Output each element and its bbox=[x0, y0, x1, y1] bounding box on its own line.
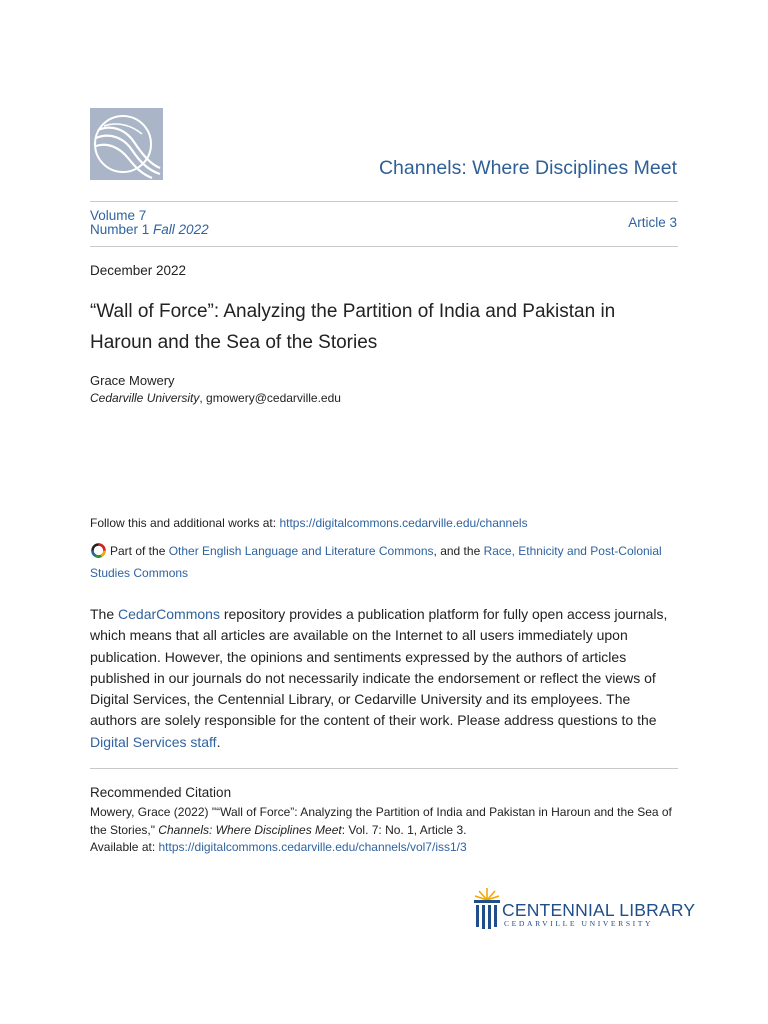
follow-line bbox=[90, 516, 528, 530]
follow-url-link[interactable]: https://digitalcommons.cedarville.edu/channels bbox=[279, 516, 528, 530]
citation-block bbox=[90, 804, 680, 857]
season-label[interactable]: Fall 2022 bbox=[153, 222, 209, 237]
number-link[interactable]: Number 1 bbox=[90, 222, 150, 237]
publication-date: December 2022 bbox=[90, 263, 187, 278]
citation-text-1: Mowery, Grace (2022) "“Wall of Force”: Analyzing the Partition of India and Pakistan in Haroun and the Sea of the Stories," bbox=[90, 805, 672, 837]
author-name: Grace Mowery bbox=[90, 373, 175, 388]
library-name: CENTENNIAL LIBRARY bbox=[502, 900, 696, 920]
citation-journal: Channels: Where Disciplines Meet bbox=[158, 822, 342, 837]
article-title: “Wall of Force”: Analyzing the Partition of India and Pakistan in Haroun and the Sea of the Stories bbox=[90, 301, 616, 353]
repository-disclaimer bbox=[90, 604, 680, 753]
commons-link-race-ethnicity[interactable]: Race, Ethnicity and Post-Colonial Studies Commons bbox=[90, 544, 662, 580]
volume-link[interactable]: Volume 7 bbox=[90, 208, 147, 223]
header-divider-bottom bbox=[90, 246, 678, 247]
available-at-label: Available at: bbox=[90, 840, 159, 854]
part-of-commons bbox=[90, 540, 680, 584]
citation-divider bbox=[90, 768, 678, 769]
affiliation-name: Cedarville University bbox=[90, 391, 200, 405]
cedarcommons-link[interactable]: CedarCommons bbox=[118, 606, 220, 622]
journal-title-link[interactable]: Channels: Where Disciplines Meet bbox=[378, 157, 677, 179]
author-email: , gmowery@cedarville.edu bbox=[199, 391, 341, 405]
centennial-library-logo-icon bbox=[472, 886, 502, 934]
journal-logo bbox=[90, 108, 163, 180]
journal-logo-mark bbox=[90, 108, 163, 180]
follow-label: Follow this and additional works at: bbox=[90, 516, 280, 530]
digital-services-staff-link[interactable]: Digital Services staff bbox=[90, 733, 217, 750]
library-university: CEDARVILLE UNIVERSITY bbox=[504, 919, 654, 928]
and-the-label: , and the bbox=[433, 544, 484, 558]
part-of-label: Part of the bbox=[110, 544, 169, 558]
citation-url-link[interactable]: https://digitalcommons.cedarville.edu/channels/vol7/iss1/3 bbox=[158, 840, 467, 854]
commons-link-english[interactable]: Other English Language and Literature Commons bbox=[168, 544, 434, 558]
issue-line[interactable] bbox=[90, 223, 209, 237]
volume-info bbox=[90, 209, 209, 237]
recommended-citation-heading: Recommended Citation bbox=[90, 785, 232, 800]
header-divider-top bbox=[90, 201, 678, 202]
disclaimer-text-2: repository provides a publication platform for fully open access journals, which means that all articles are available on the Internet to all users immediately upon publication. However, the opinions and sentiments expressed by the authors of articles published in our journals do not necessarily indicate the endorsement or reflect the views of Digital Services, the Centennial Library, or Cedarville University and its employees. The authors are solely responsible for the content of their work. Please address questions to the bbox=[90, 606, 668, 729]
article-number-link[interactable]: Article 3 bbox=[628, 215, 677, 230]
disclaimer-text-1: The bbox=[90, 606, 119, 622]
author-affiliation bbox=[90, 391, 341, 405]
commons-network-icon bbox=[90, 542, 107, 559]
disclaimer-text-3: . bbox=[216, 733, 221, 750]
citation-text-2: : Vol. 7: No. 1, Article 3. bbox=[341, 822, 467, 837]
